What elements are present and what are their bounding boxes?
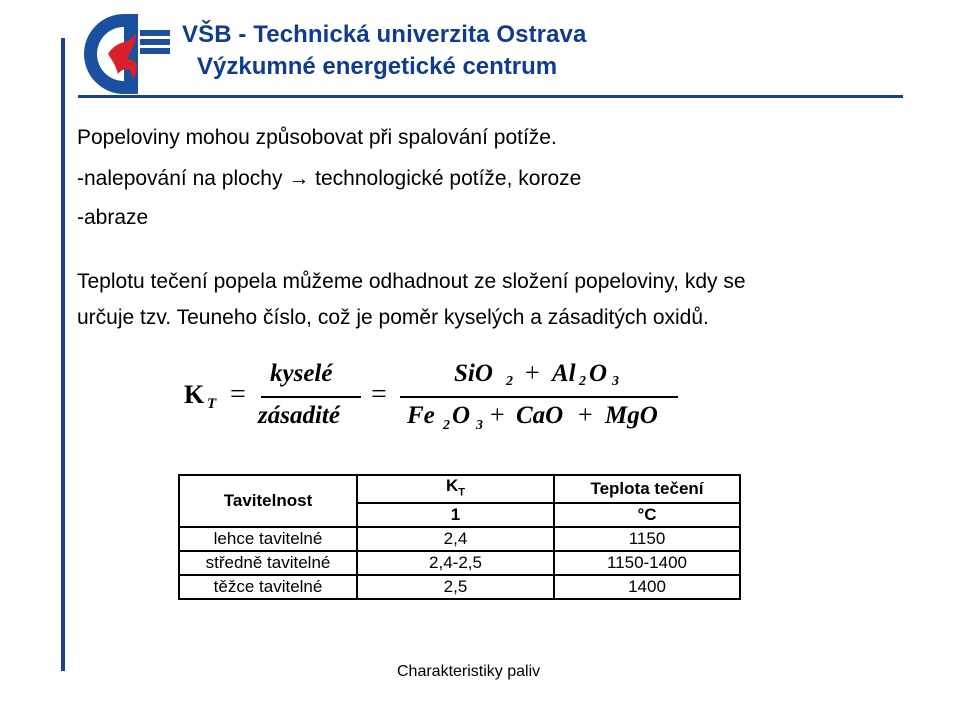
cell-teplota: 1150-1400	[554, 551, 740, 575]
cell-tavitelnost: lehce tavitelné	[179, 527, 357, 551]
formula-den2-c: CaO	[516, 402, 564, 429]
cell-tavitelnost: těžce tavitelné	[179, 575, 357, 599]
text-line-4: Teplotu tečení popela můžeme odhadnout ze složení popeloviny, kdy se	[77, 270, 746, 293]
teune-formula	[175, 352, 695, 452]
formula-num2-a: SiO	[454, 360, 493, 387]
table-row	[179, 575, 740, 599]
cell-teplota: 1400	[554, 575, 740, 599]
formula-k: K	[184, 380, 205, 409]
cell-kt: 2,4-2,5	[357, 551, 554, 575]
formula-den2-b-sub: 3	[476, 418, 483, 433]
formula-eq1: =	[230, 379, 246, 410]
header-kt-letter: K	[445, 476, 459, 495]
fraction-bar-1	[261, 396, 361, 398]
formula-plus-3: +	[578, 400, 593, 429]
formula-num2-c: O	[589, 360, 608, 387]
formula-den2-a-sub: 2	[443, 418, 450, 433]
side-rule	[61, 38, 65, 671]
header-kt	[357, 475, 554, 503]
formula-eq2: =	[371, 379, 387, 410]
formula-den2-a: Fe	[407, 402, 435, 429]
unit-kt: 1	[357, 503, 554, 527]
formula-num2-a-sub: 2	[506, 374, 513, 389]
fraction-bar-2	[400, 396, 678, 398]
vsb-logo-icon	[78, 8, 174, 100]
header-teplota: Teplota tečení	[554, 475, 740, 503]
table-row	[179, 551, 740, 575]
text-line-5: určuje tzv. Teuneho číslo, což je poměr kyselých a zásaditých oxidů.	[77, 306, 709, 329]
formula-den2-b: O	[452, 402, 471, 429]
formula-num2-c-sub: 3	[612, 374, 619, 389]
formula-plus-2: +	[490, 400, 505, 429]
formula-num2-b: Al	[552, 360, 576, 387]
text-line-1: Popeloviny mohou způsobovat při spalování potíže.	[77, 126, 557, 149]
header-tavitelnost: Tavitelnost	[179, 475, 357, 527]
header-divider	[78, 95, 903, 98]
cell-tavitelnost: středně tavitelné	[179, 551, 357, 575]
footer-caption: Charakteristiky paliv	[397, 663, 541, 680]
formula-num1: kyselé	[270, 360, 333, 387]
formula-num2-b-sub: 2	[579, 374, 586, 389]
cell-teplota: 1150	[554, 527, 740, 551]
formula-k-sub: T	[207, 396, 217, 412]
formula-plus-1: +	[525, 358, 540, 387]
table-row	[179, 527, 740, 551]
cell-kt: 2,4	[357, 527, 554, 551]
department-name: Výzkumné energetické centrum	[197, 53, 558, 80]
meltability-table	[178, 474, 741, 600]
formula-den2-d: MgO	[605, 402, 658, 429]
text-line-3: -abraze	[77, 206, 149, 229]
text-line-2: -nalepování na plochy → technologické potíže, koroze	[77, 167, 582, 190]
cell-kt: 2,5	[357, 575, 554, 599]
unit-teplota: °C	[554, 503, 740, 527]
institution-name: VŠB - Technická univerzita Ostrava	[182, 21, 587, 48]
header-kt-sub: T	[458, 486, 465, 499]
formula-den1: zásadité	[258, 402, 340, 429]
